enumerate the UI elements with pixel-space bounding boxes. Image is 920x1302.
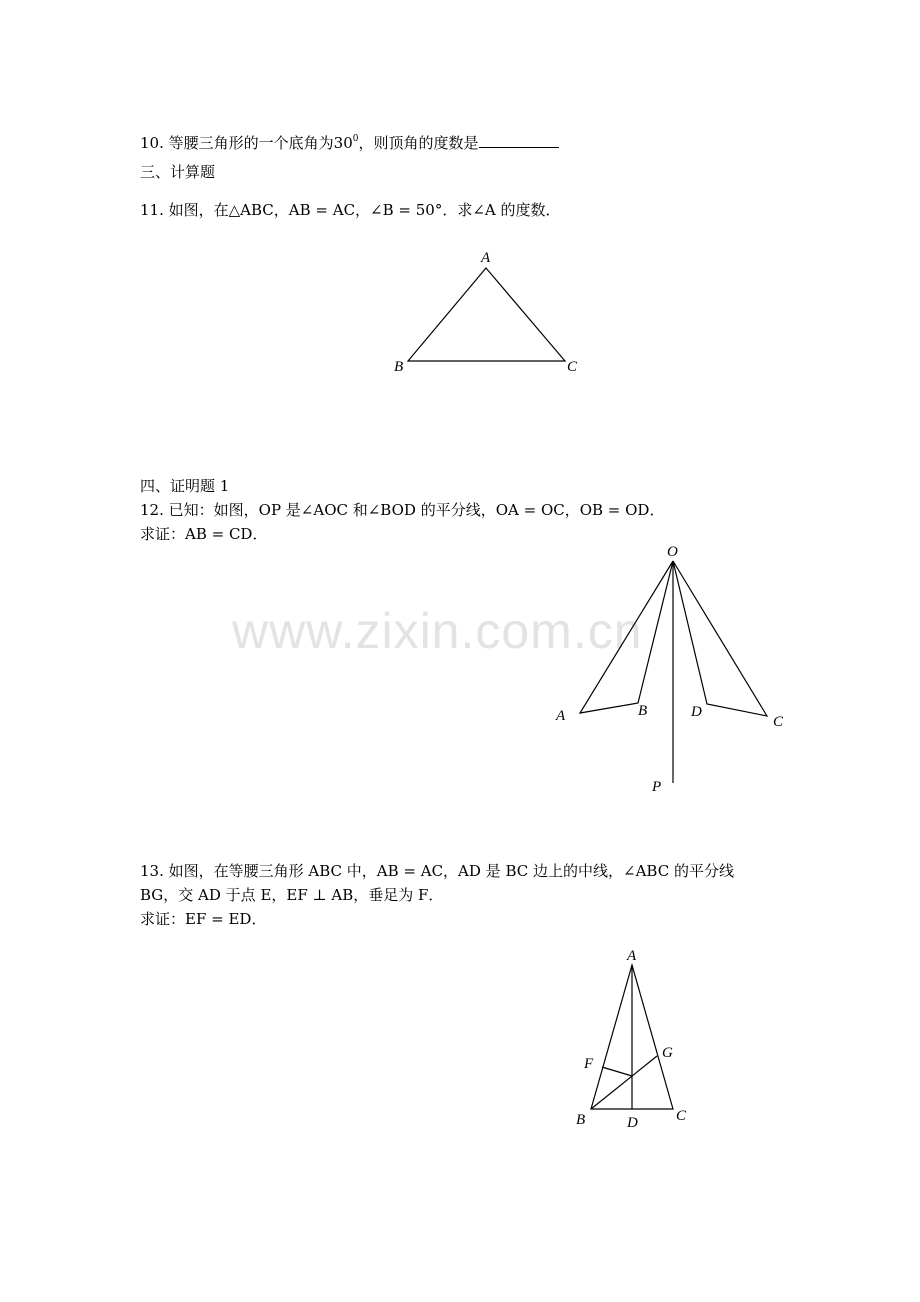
- fig12-label-c: C: [773, 714, 784, 730]
- q10-number: 10.: [140, 134, 164, 152]
- triangle-abc: [408, 268, 565, 361]
- perpendicular-ef: [602, 1067, 632, 1076]
- q13-line2: BG，交 AD 于点 E，EF ⊥ AB，垂足为 F．: [140, 886, 444, 904]
- q13-number: 13.: [140, 862, 164, 880]
- fig12-label-o: O: [667, 544, 678, 560]
- fig12-label-p: P: [652, 779, 662, 795]
- fig12-label-b: B: [638, 703, 648, 719]
- fig11-label-b: B: [394, 359, 404, 375]
- fig13-label-f: F: [584, 1056, 594, 1072]
- q12-prove: 求证：AB = CD．: [140, 525, 268, 543]
- q10-text-before: 等腰三角形的一个底角为: [168, 134, 334, 152]
- figure-13: [591, 965, 673, 1109]
- section-3-heading: 三、计算题: [140, 163, 216, 181]
- q12-given: 已知：如图，OP 是∠AOC 和∠BOD 的平分线，OA = OC，OB = OD．: [168, 501, 665, 519]
- question-12-given: [140, 500, 664, 520]
- question-13-line-1: [140, 861, 734, 881]
- figure-12: [580, 561, 767, 783]
- q10-sup: 0: [352, 134, 359, 144]
- q13-prove: 求证：EF = ED．: [140, 910, 267, 928]
- bisector-bg: [591, 1056, 657, 1109]
- fig11-label-a: A: [481, 250, 491, 266]
- section-4-heading: 四、证明题 1: [140, 477, 230, 495]
- fig12-label-a: A: [556, 708, 566, 724]
- q13-line1: 如图，在等腰三角形 ABC 中，AB = AC，AD 是 BC 边上的中线，∠ABC 的平分线: [168, 862, 734, 880]
- q10-value: 30: [333, 134, 353, 152]
- segment-o-d-c: [673, 561, 767, 716]
- fig12-label-d: D: [691, 704, 702, 720]
- fig13-label-c: C: [676, 1108, 687, 1124]
- watermark: www.zixin.com.cn: [232, 603, 643, 659]
- fig13-label-d: D: [627, 1115, 638, 1131]
- segment-o-a-b: [580, 561, 673, 713]
- fig13-label-g: G: [662, 1045, 673, 1061]
- q12-number: 12.: [140, 501, 164, 519]
- figure-11: [408, 268, 565, 361]
- fig13-label-a: A: [627, 948, 637, 964]
- q11-text: 如图，在△ABC，AB = AC，∠B = 50°．求∠A 的度数．: [168, 201, 561, 219]
- q11-number: 11.: [140, 201, 164, 219]
- q10-text-after: ，则顶角的度数是: [358, 134, 479, 152]
- fig13-label-b: B: [576, 1112, 586, 1128]
- fig11-label-c: C: [567, 359, 578, 375]
